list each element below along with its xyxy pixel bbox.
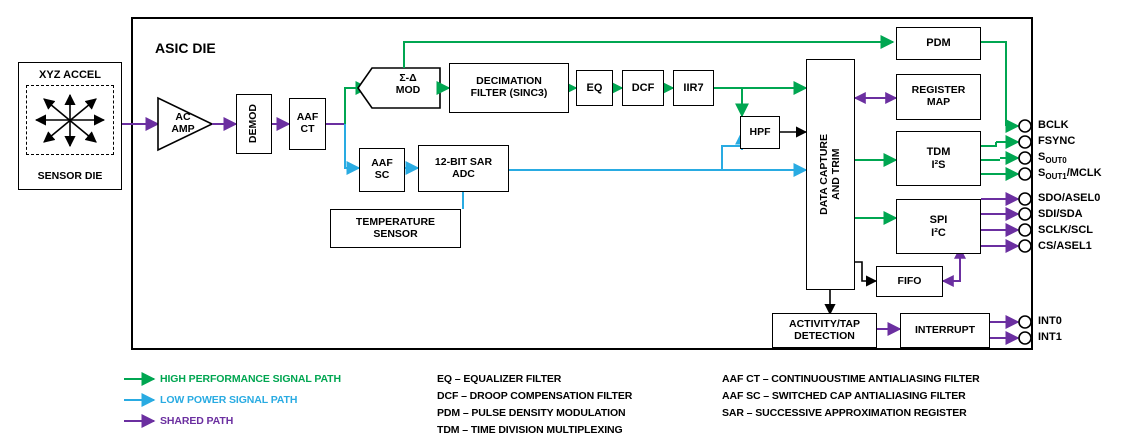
legend-aaf-sc: AAF SC – SWITCHED CAP ANTIALIASING FILTER <box>722 390 966 402</box>
iir7-label: IIR7 <box>683 81 704 94</box>
decimation-filter-block <box>449 63 569 113</box>
pin-label-int0: INT0 <box>1038 315 1062 327</box>
legend-aaf-ct: AAF CT – CONTINUOUSTIME ANTIALIASING FILTER <box>722 373 980 385</box>
temperature-sensor-block <box>330 209 461 248</box>
asic-die-label: ASIC DIE <box>155 40 216 56</box>
dcf-block <box>622 70 664 106</box>
pin-label-int1: INT1 <box>1038 331 1062 343</box>
aaf-ct-block <box>289 98 326 150</box>
sar-adc-block <box>418 145 509 192</box>
pin-label-bclk: BCLK <box>1038 119 1069 131</box>
legend-pdm: PDM – PULSE DENSITY MODULATION <box>437 407 626 419</box>
tdm-label: TDM I²S <box>926 146 951 171</box>
spi-block <box>896 199 981 254</box>
data-capture-block <box>806 59 855 290</box>
pdm-label: PDM <box>926 37 951 50</box>
demod-label: DEMOD <box>247 104 260 144</box>
interrupt-label: INTERRUPT <box>914 323 976 336</box>
legend-eq: EQ – EQUALIZER FILTER <box>437 373 562 385</box>
sensor-die-label: SENSOR DIE <box>37 170 103 182</box>
decimation-filter-label: DECIMATION FILTER (SINC3) <box>470 75 548 99</box>
iir7-block <box>673 70 714 106</box>
pin-label-cs-asel1: CS/ASEL1 <box>1038 240 1092 252</box>
legend-tdm: TDM – TIME DIVISION MULTIPLEXING <box>437 424 623 436</box>
legend-high-performance: HIGH PERFORMANCE SIGNAL PATH <box>160 373 341 385</box>
sensor-inner-label: XYZ ACCEL <box>39 69 101 81</box>
fifo-label: FIFO <box>897 274 922 287</box>
tdm-block <box>896 131 981 186</box>
eq-block <box>576 70 613 106</box>
legend-sar: SAR – SUCCESSIVE APPROXIMATION REGISTER <box>722 407 967 419</box>
spi-label: SPI I²C <box>929 214 948 239</box>
data-capture-label: DATA CAPTURE AND TRIM <box>817 134 842 215</box>
legend-low-power: LOW POWER SIGNAL PATH <box>160 394 298 406</box>
pin-label-sdo-asel0: SDO/ASEL0 <box>1038 192 1101 204</box>
register-map-block <box>896 74 981 120</box>
pdm-block <box>896 27 981 60</box>
pin-label-sout1-mclk: $S_{OUT1}$/MCLK <box>1038 167 1102 182</box>
register-map-label: REGISTER MAP <box>911 84 966 108</box>
demod-block <box>236 94 272 154</box>
pin-label-fsync: FSYNC <box>1038 135 1076 147</box>
legend-shared-path: SHARED PATH <box>160 415 234 427</box>
sigma-delta-mod-label: Σ-Δ MOD <box>395 72 421 97</box>
interrupt-block <box>900 313 990 348</box>
pin-label-sclk-scl: SCLK/SCL <box>1038 224 1093 236</box>
temperature-sensor-label: TEMPERATURE SENSOR <box>355 215 436 240</box>
pin-label-sout0: $S_{OUT0}$ <box>1038 151 1067 166</box>
eq-label: EQ <box>586 81 603 94</box>
dcf-label: DCF <box>631 81 655 94</box>
fifo-block <box>876 266 943 297</box>
activity-tap-block <box>772 313 877 348</box>
pin-label-sdi-sda: SDI/SDA <box>1038 208 1083 220</box>
aaf-sc-block <box>359 148 405 192</box>
aaf-ct-label: AAF CT <box>296 111 319 135</box>
aaf-sc-label: AAF SC <box>371 157 393 181</box>
hpf-label: HPF <box>749 125 771 138</box>
legend-dcf: DCF – DROOP COMPENSATION FILTER <box>437 390 633 402</box>
activity-tap-label: ACTIVITY/TAP DETECTION <box>789 317 860 342</box>
ac-amp-label: AC AMP <box>171 111 195 135</box>
hpf-block <box>740 116 780 149</box>
sar-adc-label: 12-BIT SAR ADC <box>434 155 493 180</box>
